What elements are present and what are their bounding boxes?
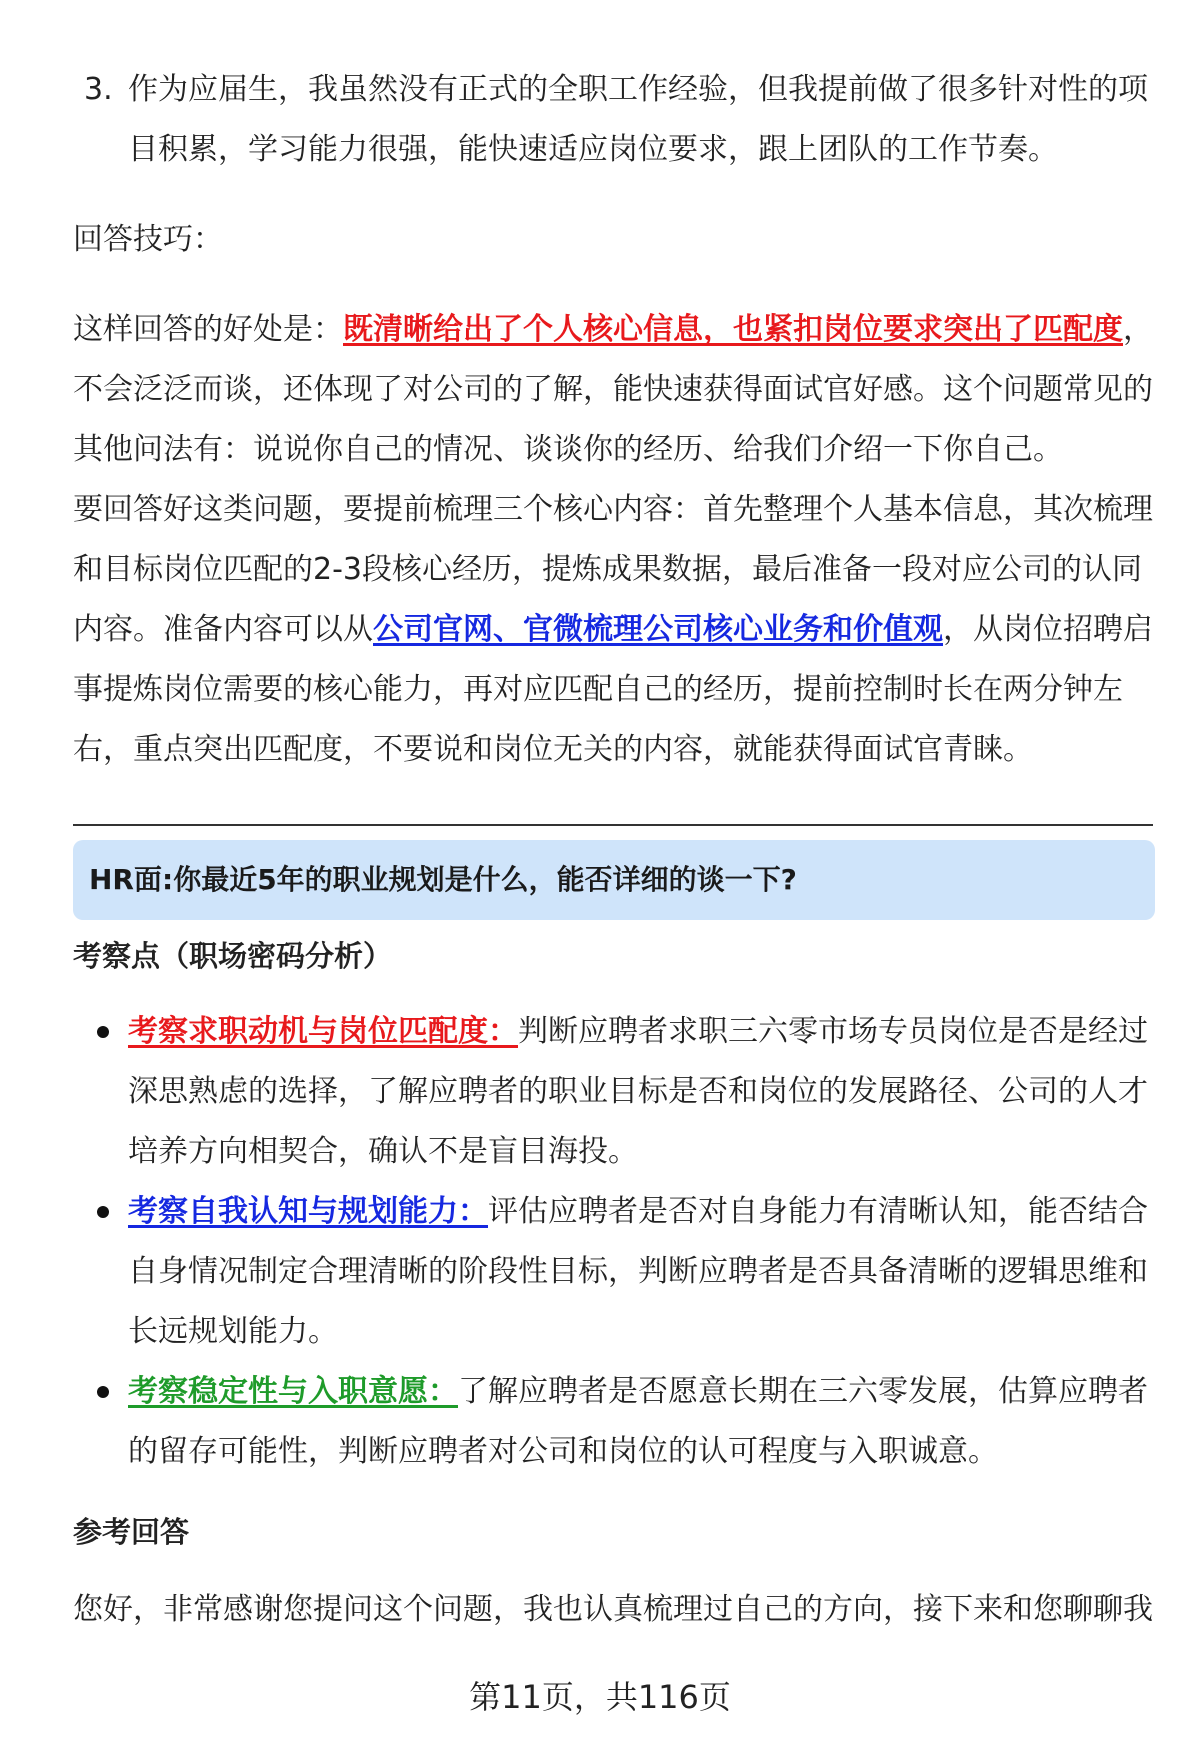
list-item <box>73 1182 1153 1362</box>
bullet-text: 了解应聘者是否愿意长期在三六零发展，估算应聘者的留存可能性，判断应聘者对公司和岗位的认可程度与入职诚意。 <box>128 1374 1148 1469</box>
exam-points-heading: 考察点（职场密码分析） <box>73 939 393 973</box>
bullet-dot-icon <box>97 1026 109 1038</box>
tips-label: 回答技巧： <box>73 222 223 257</box>
tips-paragraph-1 <box>73 300 1153 480</box>
tips-paragraph-2 <box>73 480 1153 780</box>
answer-heading: 参考回答 <box>73 1515 190 1549</box>
bullet-text: 评估应聘者是否对自身能力有清晰认知，能否结合自身情况制定合理清晰的阶段性目标，判断应聘者是否具备清晰的逻辑思维和长远规划能力。 <box>128 1194 1148 1349</box>
page-footer: 第11页，共116页 <box>469 1678 731 1716</box>
highlight-blue: 公司官网、官微梳理公司核心业务和价值观 <box>373 612 943 647</box>
bullet-dot-icon <box>97 1206 109 1218</box>
list-number: 3. <box>84 72 113 107</box>
exam-points-list <box>73 1002 1153 1482</box>
bullet-label: 考察稳定性与入职意愿： <box>128 1374 458 1409</box>
bullet-text: 判断应聘者求职三六零市场专员岗位是否是经过深思熟虑的选择，了解应聘者的职业目标是否和岗位的发展路径、公司的人才培养方向相契合，确认不是盲目海投。 <box>128 1014 1148 1169</box>
answer-text: 您好，非常感谢您提问这个问题，我也认真梳理过自己的方向，接下来和您聊聊我 <box>73 1592 1153 1627</box>
list-item-text: 作为应届生，我虽然没有正式的全职工作经验，但我提前做了很多针对性的项目积累，学习能力很强，能快速适应岗位要求，跟上团队的工作节奏。 <box>128 72 1148 167</box>
question-callout <box>73 840 1155 920</box>
tips-paragraph-2-lead: 要回答好这类问题，要提前梳理三个核心内容：首先整理个人基本信息，其次梳理和目标岗位匹配的2-3段核心经历，提炼成果数据，最后准备一段对应公司的认同内容。准备内容可以从 <box>73 492 1153 647</box>
highlight-red: 既清晰给出了个人核心信息，也紧扣岗位要求突出了匹配度 <box>343 312 1123 347</box>
tips-paragraph-1-rest: ，不会泛泛而谈，还体现了对公司的了解，能快速获得面试官好感。这个问题常见的其他问法有：说说你自己的情况、谈谈你的经历、给我们介绍一下你自己。 <box>73 312 1153 467</box>
list-item <box>73 1002 1153 1182</box>
bullet-label: 考察自我认知与规划能力： <box>128 1194 488 1229</box>
tips-paragraph-1-lead: 这样回答的好处是： <box>73 312 343 347</box>
question-title: HR面:你最近5年的职业规划是什么，能否详细的谈一下? <box>89 863 797 896</box>
bullet-label: 考察求职动机与岗位匹配度： <box>128 1014 518 1049</box>
list-item <box>73 1362 1153 1482</box>
section-divider <box>73 824 1153 826</box>
tips-paragraph-2-rest: ，从岗位招聘启事提炼岗位需要的核心能力，再对应匹配自己的经历，提前控制时长在两分钟左右，重点突出匹配度，不要说和岗位无关的内容，就能获得面试官青睐。 <box>73 612 1153 767</box>
bullet-dot-icon <box>97 1386 109 1398</box>
